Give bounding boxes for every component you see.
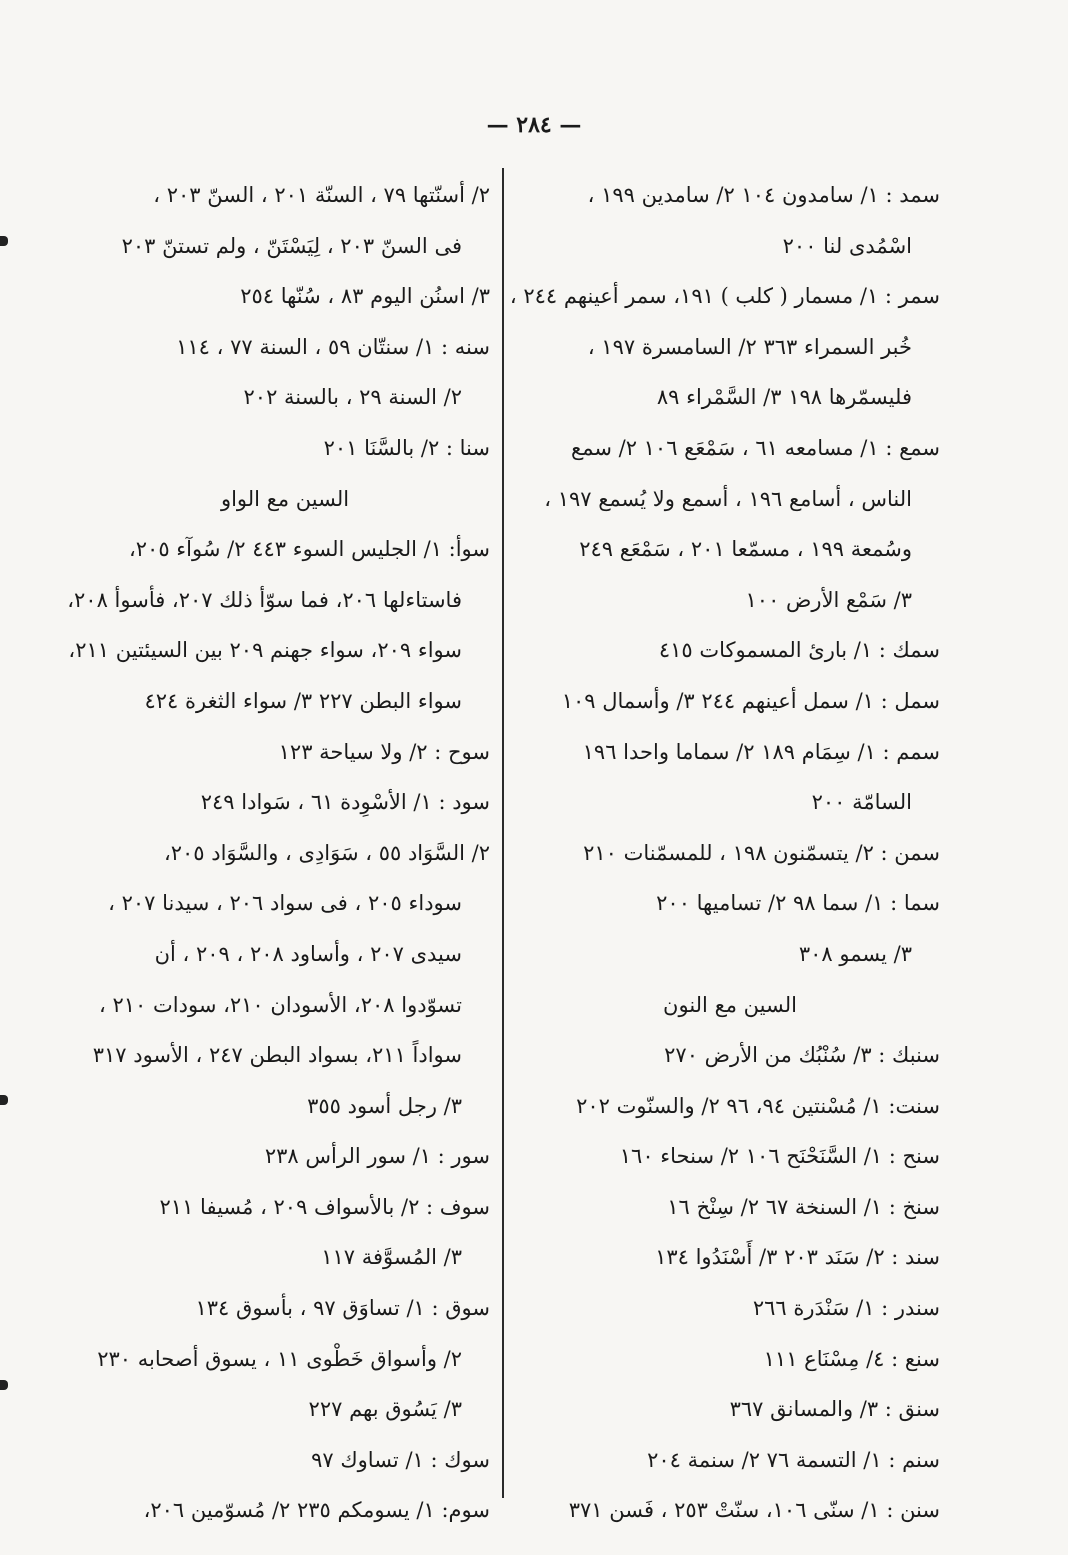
entry-line: سنبك : ٣/ سُنْبُك من الأرض ٢٧٠	[664, 1043, 940, 1068]
entry-line: خُبر السمراء ٣٦٣ ٢/ السامسرة ١٩٧ ،	[587, 334, 912, 359]
entry-line: سواداً ٢١١، بسواد البطن ٢٤٧ ، الأسود ٣١٧	[92, 1043, 462, 1068]
entry-line: سور : ١/ سور الرأس ٢٣٨	[264, 1144, 490, 1169]
entry-line: سمر : ١/ مسمار ( كلب ) ١٩١، سمر أعينهم ٢٤٤ ،	[509, 284, 940, 309]
entry-line: سوف : ٢/ بالأسواف ٢٠٩ ، مُسيفا ٢١١	[159, 1194, 490, 1219]
entry-line: سنم : ١/ التسمة ٧٦ ٢/ سنمة ٢٠٤	[647, 1447, 940, 1472]
left-column	[67, 170, 490, 1536]
entry-line: سواء البطن ٢٢٧ ٣/ سواء الثغرة ٤٢٤	[144, 688, 462, 713]
entry-line: تسوّدوا ٢٠٨، الأسودان ٢١٠، سودات ٢١٠ ،	[99, 992, 462, 1017]
entry-line: سوح : ٢/ ولا سياحة ١٢٣	[278, 739, 490, 764]
entry-line: الناس ، أسامع ١٩٦ ، أسمع ولا يُسمع ١٩٧ ،	[544, 486, 912, 511]
entry-line: سواء ٢٠٩، سواء جهنم ٢٠٩ بين السيئتين ٢١١،	[68, 638, 462, 663]
entry-line: سوأ: ١/ الجليس السوء ٤٤٣ ٢/ سُوآء ٢٠٥،	[129, 537, 490, 562]
entry-line: سند : ٢/ سَنَد ٢٠٣ ٣/ أَسْنَدُوا ١٣٤	[655, 1245, 940, 1270]
entry-line: فى السنّ ٢٠٣ ، لِيَسْتَنّ ، ولم تستنّ ٢٠٣	[121, 233, 462, 258]
entry-line: سمم : ١/ سِمَام ١٨٩ ٢/ سماما واحدا ١٩٦	[582, 739, 940, 764]
column-divider	[502, 168, 504, 1498]
entry-line: السين مع النون	[663, 992, 797, 1017]
entry-line: سمد : ١/ سامدون ١٠٤ ٢/ سامدين ١٩٩ ،	[587, 183, 940, 207]
entry-line: سنخ : ١/ السنخة ٦٧ ٢/ سِنْخ ١٦	[667, 1194, 940, 1219]
entry-line: سنا : ٢/ بالسَّنَا ٢٠١	[323, 435, 490, 460]
entry-line: سندر : ١/ سَنْدَرة ٢٦٦	[752, 1296, 940, 1321]
entry-line: سوم: ١/ يسومكم ٢٣٥ ٢/ مُسوّمين ٢٠٦،	[143, 1498, 490, 1523]
entry-line: سنق : ٣/ والمسانق ٣٦٧	[729, 1397, 940, 1422]
entry-line: سمن : ٢/ يتسمّنون ١٩٨ ، للمسمّنات ٢١٠	[583, 840, 940, 865]
entry-line: السامّة ٢٠٠	[811, 790, 912, 815]
entry-line: سوق : ١/ تساوَق ٩٧ ، بأسوق ١٣٤	[195, 1296, 490, 1321]
entry-line: سنح : ١/ السَّنَحْنَح ١٠٦ ٢/ سنحاء ١٦٠	[619, 1144, 940, 1169]
entry-line: سنع : ٤/ مِسْنَاع ١١١	[763, 1346, 940, 1371]
entry-line: ٢/ السَّوَاد ٥٥ ، سَوَادِى ، والسَّوَاد ٢٠٥،	[163, 840, 490, 865]
margin-mark	[0, 236, 8, 246]
margin-mark	[0, 1380, 8, 1390]
entry-line: سمل : ١/ سمل أعينهم ٢٤٤ ٣/ وأسمال ١٠٩	[561, 688, 940, 713]
entry-line: سما : ١/ سما ٩٨ ٢/ تساميها ٢٠٠	[656, 891, 940, 916]
entry-line: سنه : ١/ سنتّان ٥٩ ، السنة ٧٧ ، ١١٤	[176, 334, 490, 359]
entry-line: اسْمُدى لنا ٢٠٠	[782, 233, 912, 258]
right-column	[509, 170, 940, 1536]
entry-line: فاستاءلها ٢٠٦، فما سوّأ ذلك ٢٠٧، فأسوأ ٢٠٨،	[67, 587, 462, 612]
entry-line: السين مع الواو	[220, 486, 350, 511]
entry-line: سمك : ١/ بارئ المسموكات ٤١٥	[658, 638, 940, 663]
margin-mark	[0, 1095, 8, 1105]
entry-line: ٣/ المُسوَّفة ١١٧	[321, 1245, 462, 1270]
entry-line: سوداء ٢٠٥ ، فى سواد ٢٠٦ ، سيدنا ٢٠٧ ،	[108, 891, 462, 916]
entry-line: سود : ١/ الأسْوِدة ٦١ ، سَوادا ٢٤٩	[200, 790, 490, 815]
entry-line: ٣/ رجل أسود ٣٥٥	[307, 1093, 462, 1118]
entry-line: وسُمعة ١٩٩ ، مسمّعا ٢٠١ ، سَمْعَع ٢٤٩	[579, 537, 912, 562]
entry-line: ٣/ يسمو ٣٠٨	[798, 941, 912, 966]
entry-line: سمع : ١/ مسامعه ٦١ ، سَمْعَع ١٠٦ ٢/ سمع	[571, 435, 940, 460]
entry-line: سيدى ٢٠٧ ، وأساود ٢٠٨ ، ٢٠٩ ، أن	[154, 941, 462, 966]
entry-line: سوك : ١/ تساوك ٩٧	[311, 1447, 490, 1472]
page-number: — ٢٨٤ —	[486, 112, 582, 138]
entry-line: ٣/ يَسُوق بهم ٢٢٧	[308, 1397, 462, 1422]
entry-line: سنن : ١/ سنّى ١٠٦، سنّتْ ٢٥٣ ، فَسن ٣٧١	[568, 1498, 940, 1523]
entry-line: ٢/ وأسواق خَطْوى ١١ ، يسوق أصحابه ٢٣٠	[97, 1346, 462, 1371]
entry-line: ٣/ اسنُن اليوم ٨٣ ، سُنّها ٢٥٤	[240, 284, 490, 309]
entry-line: سنت: ١/ مُسْنتين ٩٤، ٩٦ ٢/ والسنّوت ٢٠٢	[576, 1093, 940, 1118]
entry-line: ٣/ سَمْع الأرض ١٠٠	[745, 587, 912, 612]
entry-line: ٢/ السنة ٢٩ ، بالسنة ٢٠٢	[243, 385, 462, 410]
entry-line: فليسمّرها ١٩٨ ٣/ السَّمْراء ٨٩	[656, 385, 912, 410]
entry-line: ٢/ أسنّتها ٧٩ ، السنّة ٢٠١ ، السنّ ٢٠٣ ،	[153, 183, 490, 207]
